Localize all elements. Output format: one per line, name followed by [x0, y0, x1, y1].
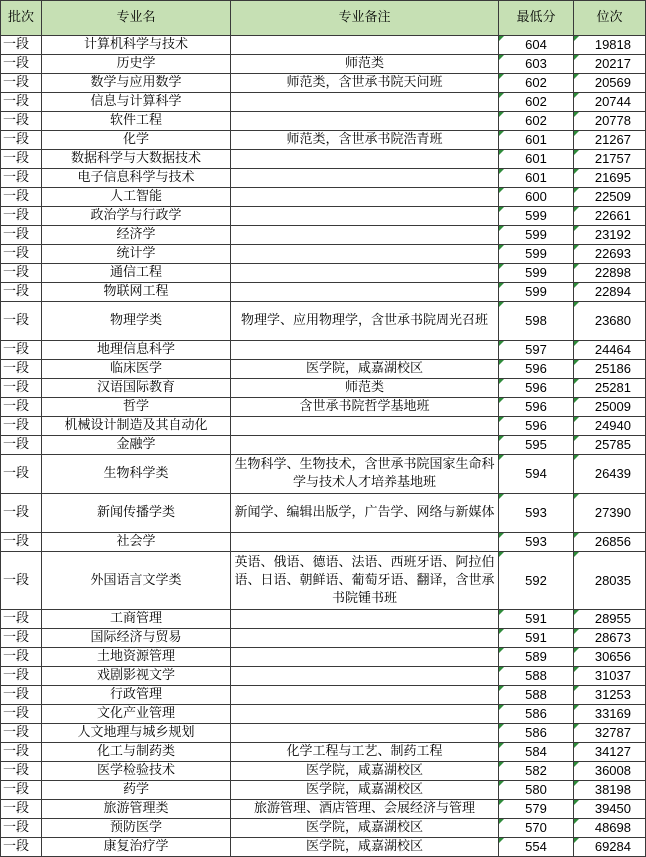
table-row: [1, 819, 646, 838]
rank-cell: 69284: [574, 838, 646, 857]
rank-cell: 24940: [574, 417, 646, 436]
table-row: [1, 150, 646, 169]
major-cell: 哲学: [42, 398, 231, 417]
note-cell: [231, 36, 499, 55]
table-row: [1, 245, 646, 264]
min-score-cell: 601: [499, 169, 574, 188]
min-score-cell: 593: [499, 533, 574, 552]
table-row: [1, 93, 646, 112]
table-row: [1, 552, 646, 610]
major-cell: 汉语国际教育: [42, 379, 231, 398]
min-score-cell: 588: [499, 667, 574, 686]
rank-cell: 22894: [574, 283, 646, 302]
major-cell: 人文地理与城乡规划: [42, 724, 231, 743]
rank-cell: 28955: [574, 610, 646, 629]
rank-cell: 22693: [574, 245, 646, 264]
major-cell: 药学: [42, 781, 231, 800]
major-cell: 统计学: [42, 245, 231, 264]
table-row: [1, 341, 646, 360]
batch-cell: 一段: [1, 610, 42, 629]
major-cell: 行政管理: [42, 686, 231, 705]
min-score-cell: 593: [499, 494, 574, 533]
note-cell: [231, 283, 499, 302]
note-cell: [231, 264, 499, 283]
major-cell: 数据科学与大数据技术: [42, 150, 231, 169]
major-cell: 国际经济与贸易: [42, 629, 231, 648]
note-cell: 师范类，含世承书院天问班: [231, 74, 499, 93]
batch-cell: 一段: [1, 360, 42, 379]
note-cell: [231, 686, 499, 705]
table-row: [1, 131, 646, 150]
rank-cell: 20778: [574, 112, 646, 131]
table-row: [1, 800, 646, 819]
batch-cell: 一段: [1, 724, 42, 743]
note-cell: 旅游管理、酒店管理、会展经济与管理: [231, 800, 499, 819]
min-score-cell: 600: [499, 188, 574, 207]
note-cell: [231, 648, 499, 667]
note-cell: [231, 417, 499, 436]
note-cell: [231, 610, 499, 629]
table-row: [1, 743, 646, 762]
rank-cell: 20744: [574, 93, 646, 112]
rank-cell: 24464: [574, 341, 646, 360]
min-score-cell: 594: [499, 455, 574, 494]
table-row: [1, 648, 646, 667]
min-score-cell: 603: [499, 55, 574, 74]
major-cell: 计算机科学与技术: [42, 36, 231, 55]
batch-cell: 一段: [1, 819, 42, 838]
batch-cell: 一段: [1, 743, 42, 762]
table-row: [1, 533, 646, 552]
table-row: [1, 360, 646, 379]
rank-cell: 19818: [574, 36, 646, 55]
rank-cell: 25281: [574, 379, 646, 398]
min-score-cell: 596: [499, 379, 574, 398]
major-cell: 生物科学类: [42, 455, 231, 494]
table-row: [1, 436, 646, 455]
note-cell: [231, 629, 499, 648]
rank-cell: 22898: [574, 264, 646, 283]
note-cell: [231, 705, 499, 724]
batch-cell: 一段: [1, 436, 42, 455]
table-row: [1, 207, 646, 226]
major-cell: 临床医学: [42, 360, 231, 379]
min-score-cell: 570: [499, 819, 574, 838]
note-cell: 含世承书院哲学基地班: [231, 398, 499, 417]
note-cell: 医学院，咸嘉湖校区: [231, 762, 499, 781]
rank-cell: 25186: [574, 360, 646, 379]
major-cell: 社会学: [42, 533, 231, 552]
note-cell: [231, 667, 499, 686]
note-cell: [231, 245, 499, 264]
batch-cell: 一段: [1, 188, 42, 207]
rank-cell: 23192: [574, 226, 646, 245]
note-cell: [231, 436, 499, 455]
table-row: [1, 610, 646, 629]
note-cell: [231, 533, 499, 552]
min-score-cell: 601: [499, 131, 574, 150]
table-row: [1, 74, 646, 93]
rank-cell: 21695: [574, 169, 646, 188]
rank-cell: 20217: [574, 55, 646, 74]
major-cell: 旅游管理类: [42, 800, 231, 819]
note-cell: [231, 724, 499, 743]
note-cell: [231, 207, 499, 226]
min-score-cell: 599: [499, 264, 574, 283]
batch-cell: 一段: [1, 36, 42, 55]
note-cell: 医学院，咸嘉湖校区: [231, 838, 499, 857]
note-cell: 医学院，咸嘉湖校区: [231, 819, 499, 838]
min-score-cell: 597: [499, 341, 574, 360]
batch-cell: 一段: [1, 455, 42, 494]
major-cell: 文化产业管理: [42, 705, 231, 724]
rank-cell: 20569: [574, 74, 646, 93]
batch-cell: 一段: [1, 93, 42, 112]
rank-cell: 22509: [574, 188, 646, 207]
major-cell: 康复治疗学: [42, 838, 231, 857]
header-min-score: 最低分: [499, 1, 574, 36]
batch-cell: 一段: [1, 131, 42, 150]
note-cell: 师范类，含世承书院浩青班: [231, 131, 499, 150]
table-row: [1, 705, 646, 724]
rank-cell: 36008: [574, 762, 646, 781]
rank-cell: 28673: [574, 629, 646, 648]
batch-cell: 一段: [1, 686, 42, 705]
batch-cell: 一段: [1, 74, 42, 93]
major-cell: 化工与制药类: [42, 743, 231, 762]
batch-cell: 一段: [1, 533, 42, 552]
min-score-cell: 580: [499, 781, 574, 800]
rank-cell: 33169: [574, 705, 646, 724]
batch-cell: 一段: [1, 800, 42, 819]
table-row: [1, 169, 646, 188]
table-row: [1, 686, 646, 705]
note-cell: 医学院，咸嘉湖校区: [231, 781, 499, 800]
header-rank: 位次: [574, 1, 646, 36]
table-row: [1, 629, 646, 648]
major-cell: 物联网工程: [42, 283, 231, 302]
note-cell: 物理学、应用物理学，含世承书院周光召班: [231, 302, 499, 341]
batch-cell: 一段: [1, 762, 42, 781]
rank-cell: 30656: [574, 648, 646, 667]
major-cell: 政治学与行政学: [42, 207, 231, 226]
rank-cell: 31037: [574, 667, 646, 686]
min-score-cell: 586: [499, 724, 574, 743]
min-score-cell: 599: [499, 283, 574, 302]
min-score-cell: 591: [499, 629, 574, 648]
major-cell: 机械设计制造及其自动化: [42, 417, 231, 436]
table-row: [1, 283, 646, 302]
rank-cell: 22661: [574, 207, 646, 226]
major-cell: 软件工程: [42, 112, 231, 131]
batch-cell: 一段: [1, 552, 42, 610]
min-score-cell: 602: [499, 112, 574, 131]
note-cell: 师范类: [231, 379, 499, 398]
batch-cell: 一段: [1, 55, 42, 74]
min-score-cell: 596: [499, 360, 574, 379]
table-row: [1, 36, 646, 55]
batch-cell: 一段: [1, 705, 42, 724]
batch-cell: 一段: [1, 494, 42, 533]
min-score-cell: 584: [499, 743, 574, 762]
rank-cell: 26856: [574, 533, 646, 552]
table-row: [1, 494, 646, 533]
major-cell: 物理学类: [42, 302, 231, 341]
header-row: [1, 1, 646, 36]
batch-cell: 一段: [1, 150, 42, 169]
major-cell: 新闻传播学类: [42, 494, 231, 533]
note-cell: [231, 226, 499, 245]
major-cell: 外国语言文学类: [42, 552, 231, 610]
table-row: [1, 781, 646, 800]
major-cell: 土地资源管理: [42, 648, 231, 667]
min-score-cell: 596: [499, 417, 574, 436]
major-cell: 化学: [42, 131, 231, 150]
min-score-cell: 596: [499, 398, 574, 417]
note-cell: [231, 188, 499, 207]
rank-cell: 38198: [574, 781, 646, 800]
batch-cell: 一段: [1, 379, 42, 398]
note-cell: [231, 150, 499, 169]
table-row: [1, 379, 646, 398]
batch-cell: 一段: [1, 207, 42, 226]
batch-cell: 一段: [1, 112, 42, 131]
batch-cell: 一段: [1, 264, 42, 283]
table-row: [1, 112, 646, 131]
major-cell: 医学检验技术: [42, 762, 231, 781]
rank-cell: 21267: [574, 131, 646, 150]
rank-cell: 39450: [574, 800, 646, 819]
major-cell: 信息与计算科学: [42, 93, 231, 112]
batch-cell: 一段: [1, 398, 42, 417]
rank-cell: 23680: [574, 302, 646, 341]
rank-cell: 34127: [574, 743, 646, 762]
min-score-cell: 604: [499, 36, 574, 55]
rank-cell: 21757: [574, 150, 646, 169]
rank-cell: 27390: [574, 494, 646, 533]
min-score-cell: 598: [499, 302, 574, 341]
note-cell: 新闻学、编辑出版学，广告学、网络与新媒体: [231, 494, 499, 533]
min-score-cell: 589: [499, 648, 574, 667]
note-cell: 化学工程与工艺、制药工程: [231, 743, 499, 762]
rank-cell: 28035: [574, 552, 646, 610]
batch-cell: 一段: [1, 226, 42, 245]
min-score-cell: 588: [499, 686, 574, 705]
table-row: [1, 417, 646, 436]
note-cell: 师范类: [231, 55, 499, 74]
batch-cell: 一段: [1, 302, 42, 341]
table-row: [1, 55, 646, 74]
min-score-cell: 602: [499, 93, 574, 112]
min-score-cell: 595: [499, 436, 574, 455]
major-cell: 工商管理: [42, 610, 231, 629]
batch-cell: 一段: [1, 648, 42, 667]
major-cell: 金融学: [42, 436, 231, 455]
table-row: [1, 455, 646, 494]
table-row: [1, 667, 646, 686]
note-cell: [231, 341, 499, 360]
table-row: [1, 398, 646, 417]
major-cell: 数学与应用数学: [42, 74, 231, 93]
note-cell: 英语、俄语、德语、法语、西班牙语、阿拉伯语、日语、朝鲜语、葡萄牙语、翻译，含世承书院锺书班: [231, 552, 499, 610]
rank-cell: 48698: [574, 819, 646, 838]
header-batch: 批次: [1, 1, 42, 36]
rank-cell: 25009: [574, 398, 646, 417]
major-cell: 电子信息科学与技术: [42, 169, 231, 188]
rank-cell: 31253: [574, 686, 646, 705]
note-cell: [231, 112, 499, 131]
min-score-cell: 591: [499, 610, 574, 629]
batch-cell: 一段: [1, 838, 42, 857]
table-row: [1, 188, 646, 207]
note-cell: 生物科学、生物技术，含世承书院国家生命科学与技术人才培养基地班: [231, 455, 499, 494]
major-cell: 人工智能: [42, 188, 231, 207]
header-major: 专业名: [42, 1, 231, 36]
note-cell: 医学院，咸嘉湖校区: [231, 360, 499, 379]
table-row: [1, 302, 646, 341]
table-row: [1, 264, 646, 283]
batch-cell: 一段: [1, 629, 42, 648]
min-score-cell: 582: [499, 762, 574, 781]
min-score-cell: 592: [499, 552, 574, 610]
major-cell: 经济学: [42, 226, 231, 245]
batch-cell: 一段: [1, 781, 42, 800]
rank-cell: 25785: [574, 436, 646, 455]
major-cell: 预防医学: [42, 819, 231, 838]
table-row: [1, 762, 646, 781]
batch-cell: 一段: [1, 417, 42, 436]
header-note: 专业备注: [231, 1, 499, 36]
min-score-cell: 586: [499, 705, 574, 724]
table-row: [1, 724, 646, 743]
batch-cell: 一段: [1, 667, 42, 686]
major-cell: 历史学: [42, 55, 231, 74]
min-score-cell: 601: [499, 150, 574, 169]
min-score-cell: 599: [499, 226, 574, 245]
batch-cell: 一段: [1, 169, 42, 188]
rank-cell: 26439: [574, 455, 646, 494]
table-row: [1, 838, 646, 857]
note-cell: [231, 169, 499, 188]
major-cell: 通信工程: [42, 264, 231, 283]
batch-cell: 一段: [1, 283, 42, 302]
batch-cell: 一段: [1, 341, 42, 360]
min-score-cell: 599: [499, 207, 574, 226]
min-score-cell: 602: [499, 74, 574, 93]
rank-cell: 32787: [574, 724, 646, 743]
note-cell: [231, 93, 499, 112]
major-cell: 地理信息科学: [42, 341, 231, 360]
min-score-cell: 579: [499, 800, 574, 819]
table-row: [1, 226, 646, 245]
min-score-cell: 599: [499, 245, 574, 264]
batch-cell: 一段: [1, 245, 42, 264]
min-score-cell: 554: [499, 838, 574, 857]
major-cell: 戏剧影视文学: [42, 667, 231, 686]
